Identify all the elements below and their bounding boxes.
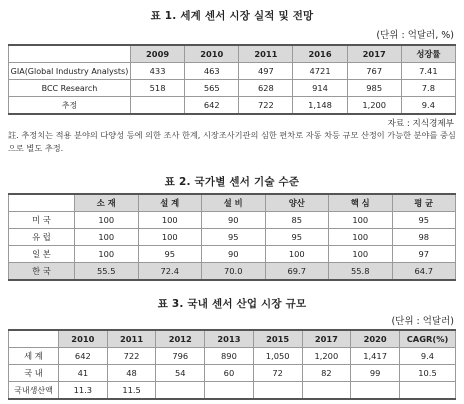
cell: 767 bbox=[347, 63, 401, 80]
table-row bbox=[9, 382, 456, 400]
table3-header-2013: 2013 bbox=[205, 330, 254, 348]
cell: 463 bbox=[185, 63, 239, 80]
table-row bbox=[9, 212, 456, 229]
table1-source: 자료 : 지식경제부 bbox=[387, 119, 454, 129]
table-row bbox=[9, 97, 456, 115]
cell: 72.4 bbox=[138, 263, 202, 281]
table1-header-2011: 2011 bbox=[239, 45, 293, 63]
cell: 1,200 bbox=[302, 348, 351, 365]
row-label: 유 럽 bbox=[9, 229, 75, 246]
cell: 985 bbox=[347, 80, 401, 97]
cell: 54 bbox=[156, 365, 205, 382]
cell: 97 bbox=[392, 246, 456, 263]
table1-header-2017: 2017 bbox=[347, 45, 401, 63]
cell: 100 bbox=[75, 212, 139, 229]
cell: 90 bbox=[202, 246, 266, 263]
domestic-sensor-market-table bbox=[8, 329, 456, 400]
cell: 722 bbox=[107, 348, 156, 365]
cell: 497 bbox=[239, 63, 293, 80]
cell: 9.4 bbox=[400, 348, 456, 365]
cell: 100 bbox=[75, 246, 139, 263]
table3-header-2012: 2012 bbox=[156, 330, 205, 348]
table-row bbox=[9, 246, 456, 263]
table2-header-blank bbox=[9, 194, 75, 212]
cell: 95 bbox=[202, 229, 266, 246]
table3-title: 표 3. 국내 센서 산업 시장 규모 bbox=[157, 298, 307, 310]
table-row bbox=[9, 80, 456, 97]
cell: 99 bbox=[351, 365, 400, 382]
cell: 642 bbox=[185, 97, 239, 115]
cell: 100 bbox=[329, 246, 393, 263]
cell: 1,050 bbox=[253, 348, 302, 365]
cell bbox=[131, 97, 185, 115]
table2-header-mass-production: 양산 bbox=[265, 194, 329, 212]
cell bbox=[351, 382, 400, 400]
cell: 914 bbox=[293, 80, 347, 97]
cell: 100 bbox=[138, 212, 202, 229]
table1-header-2010: 2010 bbox=[185, 45, 239, 63]
cell: 518 bbox=[131, 80, 185, 97]
cell: 4721 bbox=[293, 63, 347, 80]
table3-header-2010: 2010 bbox=[59, 330, 108, 348]
row-label: 국내생산액 bbox=[9, 382, 59, 400]
row-label: 추정 bbox=[9, 97, 131, 115]
table3-header-2020: 2020 bbox=[351, 330, 400, 348]
cell: 722 bbox=[239, 97, 293, 115]
table3-header-2017: 2017 bbox=[302, 330, 351, 348]
cell: 100 bbox=[138, 229, 202, 246]
cell: 72 bbox=[253, 365, 302, 382]
table2-header-design: 설 계 bbox=[138, 194, 202, 212]
table3-unit: (단위 : 억달러) bbox=[391, 316, 454, 327]
cell: 100 bbox=[75, 229, 139, 246]
cell: 55.5 bbox=[75, 263, 139, 281]
table1-header-blank bbox=[9, 45, 131, 63]
cell: 95 bbox=[138, 246, 202, 263]
cell: 85 bbox=[265, 212, 329, 229]
table2-header-material: 소 재 bbox=[75, 194, 139, 212]
cell: 433 bbox=[131, 63, 185, 80]
cell: 796 bbox=[156, 348, 205, 365]
cell: 60 bbox=[205, 365, 254, 382]
cell: 95 bbox=[392, 212, 456, 229]
cell: 1,200 bbox=[347, 97, 401, 115]
row-label: 국 내 bbox=[9, 365, 59, 382]
table1-header-2016: 2016 bbox=[293, 45, 347, 63]
cell: 628 bbox=[239, 80, 293, 97]
cell: 90 bbox=[202, 212, 266, 229]
row-label: 미 국 bbox=[9, 212, 75, 229]
cell: 48 bbox=[107, 365, 156, 382]
cell: 890 bbox=[205, 348, 254, 365]
table-row bbox=[9, 263, 456, 281]
cell: 10.5 bbox=[400, 365, 456, 382]
cell bbox=[156, 382, 205, 400]
cell: 11.3 bbox=[59, 382, 108, 400]
table3-header-blank bbox=[9, 330, 59, 348]
country-tech-level-table bbox=[8, 193, 456, 281]
table1-footnote: 註. 추정치는 적용 분야의 다양성 등에 의한 조사 한계, 시장조사기관의 심한 편차로 자동 차등 규모 산정이 가능한 분야를 중심으로 별도 추정. bbox=[8, 130, 456, 153]
cell: 98 bbox=[392, 229, 456, 246]
cell: 41 bbox=[59, 365, 108, 382]
cell: 7.8 bbox=[401, 80, 455, 97]
cell: 642 bbox=[59, 348, 108, 365]
cell: 9.4 bbox=[401, 97, 455, 115]
cell: 69.7 bbox=[265, 263, 329, 281]
table1-unit: (단위 : 억달러, %) bbox=[376, 30, 454, 41]
row-label: 한 국 bbox=[9, 263, 75, 281]
row-label: 세 계 bbox=[9, 348, 59, 365]
cell: 1,417 bbox=[351, 348, 400, 365]
row-label: BCC Research bbox=[9, 80, 131, 97]
cell: 70.0 bbox=[202, 263, 266, 281]
cell bbox=[400, 382, 456, 400]
table-row bbox=[9, 63, 456, 80]
cell: 64.7 bbox=[392, 263, 456, 281]
table2-header-core: 핵 심 bbox=[329, 194, 393, 212]
cell: 82 bbox=[302, 365, 351, 382]
cell bbox=[205, 382, 254, 400]
cell bbox=[253, 382, 302, 400]
cell: 11.5 bbox=[107, 382, 156, 400]
cell: 55.8 bbox=[329, 263, 393, 281]
row-label: GIA(Global Industry Analysts) bbox=[9, 63, 131, 80]
cell: 100 bbox=[329, 229, 393, 246]
table3-header-2011: 2011 bbox=[107, 330, 156, 348]
table-row bbox=[9, 365, 456, 382]
table1-title: 표 1. 세계 센서 시장 실적 및 전망 bbox=[150, 10, 314, 22]
table2-header-average: 평 균 bbox=[392, 194, 456, 212]
cell: 7.41 bbox=[401, 63, 455, 80]
table1-header-2009: 2009 bbox=[131, 45, 185, 63]
table3-header-cagr: CAGR(%) bbox=[400, 330, 456, 348]
cell: 95 bbox=[265, 229, 329, 246]
cell: 100 bbox=[329, 212, 393, 229]
table-row bbox=[9, 348, 456, 365]
world-sensor-market-table bbox=[8, 44, 456, 115]
cell: 565 bbox=[185, 80, 239, 97]
table2-title: 표 2. 국가별 센서 기술 수준 bbox=[164, 176, 300, 188]
cell: 100 bbox=[265, 246, 329, 263]
table2-header-equipment: 설 비 bbox=[202, 194, 266, 212]
table1-header-growth: 성장률 bbox=[401, 45, 455, 63]
cell: 1,148 bbox=[293, 97, 347, 115]
table3-header-2015: 2015 bbox=[253, 330, 302, 348]
cell bbox=[302, 382, 351, 400]
row-label: 일 본 bbox=[9, 246, 75, 263]
table-row bbox=[9, 229, 456, 246]
